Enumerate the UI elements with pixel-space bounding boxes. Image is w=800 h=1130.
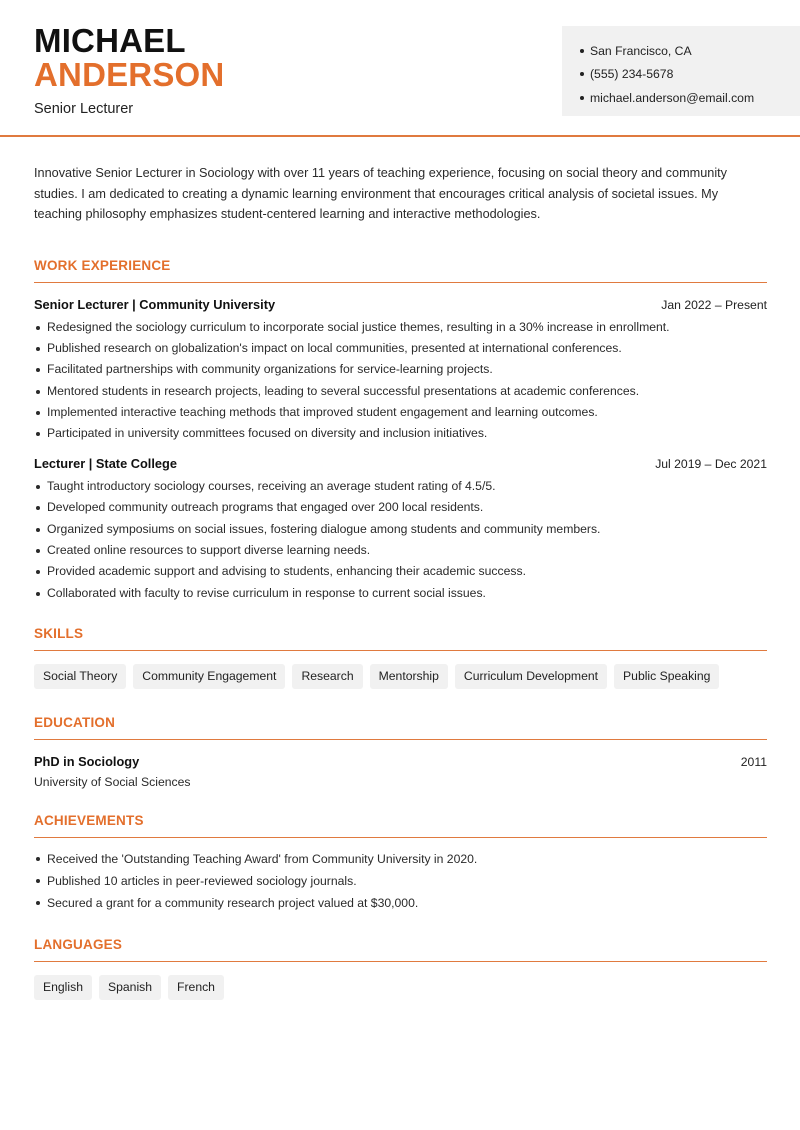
education-degree: PhD in Sociology xyxy=(34,754,140,770)
education-header xyxy=(34,754,767,769)
resume-header xyxy=(0,0,800,137)
job-bullets xyxy=(34,317,767,445)
language-chip: Spanish xyxy=(99,975,161,1000)
achievements-list xyxy=(34,848,767,914)
job-entry xyxy=(34,297,767,445)
list-item: Facilitated partnerships with community organizations for service-learning projects. xyxy=(34,359,767,380)
list-item: Published 10 articles in peer-reviewed sociology journals. xyxy=(34,870,767,892)
skill-chip: Community Engagement xyxy=(133,664,285,689)
section-title-education: EDUCATION xyxy=(34,715,767,740)
list-item: Collaborated with faculty to revise curriculum in response to current social issues. xyxy=(34,583,767,604)
skills-section xyxy=(34,626,767,689)
name-block xyxy=(34,24,224,117)
last-name: ANDERSON xyxy=(34,56,225,93)
list-item: Participated in university committees focused on diversity and inclusion initiatives. xyxy=(34,423,767,444)
skill-chip: Research xyxy=(292,664,362,689)
work-experience-section xyxy=(34,258,767,605)
achievements-section xyxy=(34,813,767,914)
job-header xyxy=(34,456,767,471)
list-item: Taught introductory sociology courses, receiving an average student rating of 4.5/5. xyxy=(34,476,767,497)
section-title-languages: LANGUAGES xyxy=(34,937,767,962)
bullet-icon xyxy=(580,72,584,76)
contact-box xyxy=(562,26,800,116)
bullet-icon xyxy=(580,96,584,100)
job-title: Senior Lecturer xyxy=(34,101,134,117)
list-item: Mentored students in research projects, leading to several successful presentations at academic conferences. xyxy=(34,381,767,402)
list-item: Redesigned the sociology curriculum to incorporate social justice themes, resulting in a 30% increase in enrollment. xyxy=(34,317,767,338)
languages-list xyxy=(34,975,767,1000)
skill-chip: Public Speaking xyxy=(614,664,719,689)
section-title-skills: SKILLS xyxy=(34,626,767,651)
contact-location xyxy=(580,39,800,63)
list-item: Organized symposiums on social issues, fostering dialogue among students and community members. xyxy=(34,519,767,540)
education-entry xyxy=(34,754,767,789)
job-date: Jan 2022 – Present xyxy=(661,297,767,312)
job-bullets xyxy=(34,476,767,604)
contact-phone-text: (555) 234-5678 xyxy=(590,67,674,82)
language-chip: English xyxy=(34,975,92,1000)
list-item: Published research on globalization's impact on local communities, presented at international conferences. xyxy=(34,338,767,359)
list-item: Secured a grant for a community research project valued at $30,000. xyxy=(34,892,767,914)
summary: Innovative Senior Lecturer in Sociology with over 11 years of teaching experience, focusing on social theory and community studies. I am dedicated to creating a dynamic learning environment that encourages critical analysis of societal issues. My teaching philosophy emphasizes student-centered learning and interactive methodologies. xyxy=(34,166,728,221)
job-entry xyxy=(34,456,767,604)
skill-chip: Mentorship xyxy=(370,664,448,689)
skill-chip: Curriculum Development xyxy=(455,664,607,689)
skill-chip: Social Theory xyxy=(34,664,126,689)
contact-email-text: michael.anderson@email.com xyxy=(590,90,755,105)
education-school: University of Social Sciences xyxy=(34,775,191,790)
job-role: Lecturer | State College xyxy=(34,455,177,471)
job-role: Senior Lecturer | Community University xyxy=(34,296,276,312)
first-name: MICHAEL xyxy=(34,22,186,59)
resume-body xyxy=(34,163,767,1000)
list-item: Developed community outreach programs that engaged over 200 local residents. xyxy=(34,497,767,518)
language-chip: French xyxy=(168,975,224,1000)
section-title-achievements: ACHIEVEMENTS xyxy=(34,813,767,838)
education-section xyxy=(34,715,767,789)
list-item: Received the 'Outstanding Teaching Award' from Community University in 2020. xyxy=(34,848,767,870)
education-year: 2011 xyxy=(740,755,767,770)
job-header xyxy=(34,297,767,312)
languages-section xyxy=(34,937,767,1000)
job-date: Jul 2019 – Dec 2021 xyxy=(655,456,767,471)
section-title-work: WORK EXPERIENCE xyxy=(34,258,767,283)
contact-phone xyxy=(580,63,800,87)
contact-email xyxy=(580,86,800,110)
skills-list xyxy=(34,664,767,689)
list-item: Created online resources to support diverse learning needs. xyxy=(34,540,767,561)
list-item: Provided academic support and advising to students, enhancing their academic success. xyxy=(34,561,767,582)
bullet-icon xyxy=(580,49,584,53)
contact-location-text: San Francisco, CA xyxy=(590,43,692,58)
list-item: Implemented interactive teaching methods that improved student engagement and learning outcomes. xyxy=(34,402,767,423)
